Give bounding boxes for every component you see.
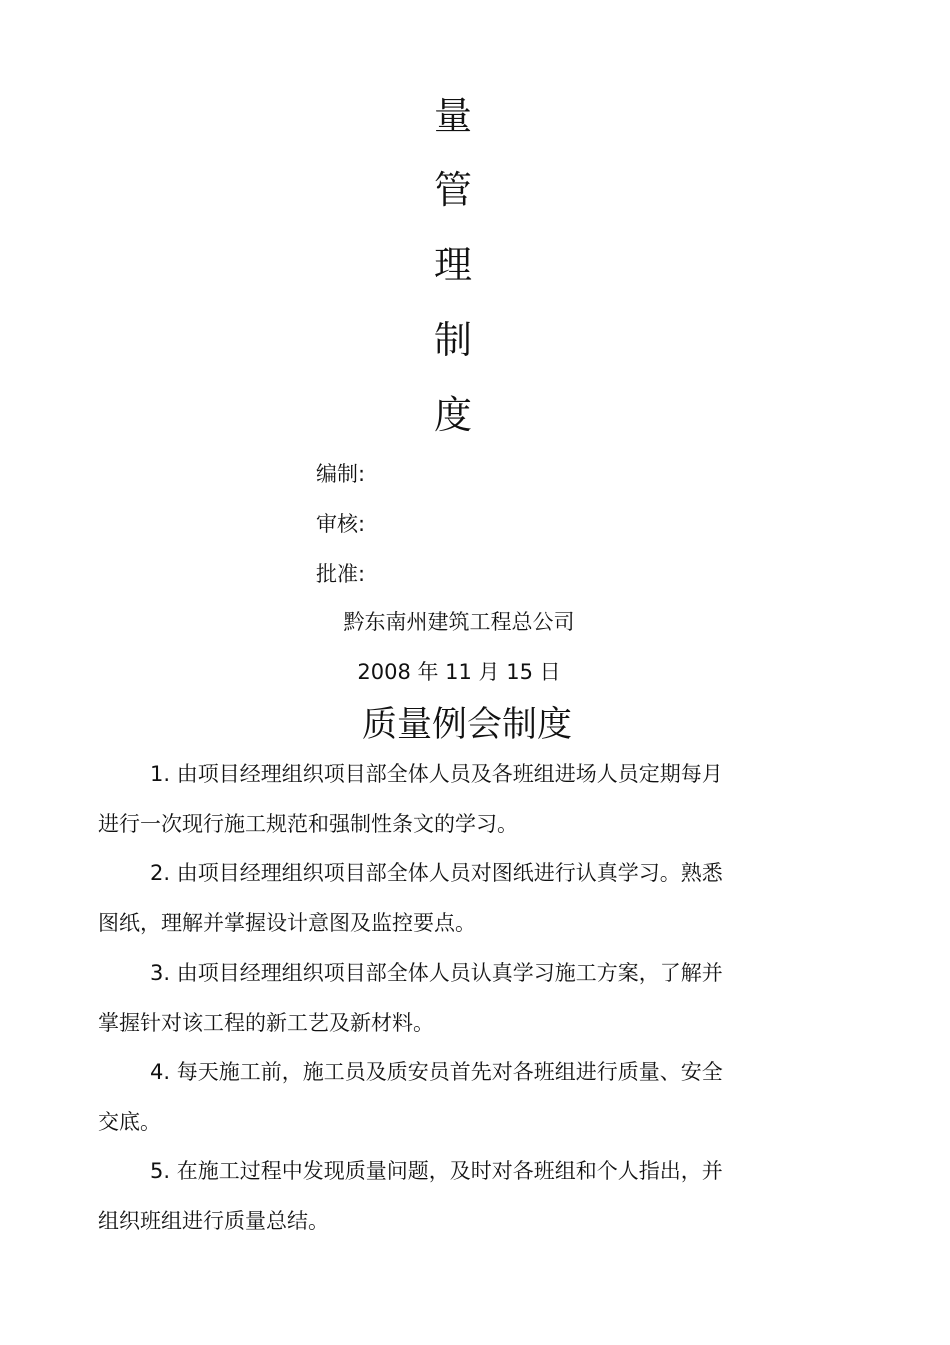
item-4-line-1: 4. 每天施工前，施工员及质安员首先对各班组进行质量、安全 [150,1060,723,1084]
item-3-line-1: 3. 由项目经理组织项目部全体人员认真学习施工方案，了解并 [150,961,723,985]
item-2-line-2: 图纸，理解并掌握设计意图及监控要点。 [98,911,476,935]
cover-title-char-4: 制 [433,318,472,362]
approved-by-label: 批准: [316,562,366,586]
cover-title-char-2: 管 [433,168,472,212]
compiled-by-label: 编制: [316,462,366,486]
document-date: 2008 年 11 月 15 日 [357,660,561,684]
item-1-line-1: 1. 由项目经理组织项目部全体人员及各班组进场人员定期每月 [150,762,723,786]
cover-title-char-3: 理 [433,243,472,287]
cover-title-char-1: 量 [433,94,472,138]
item-2-line-1: 2. 由项目经理组织项目部全体人员对图纸进行认真学习。熟悉 [150,861,723,885]
item-3-line-2: 掌握针对该工程的新工艺及新材料。 [98,1011,434,1035]
company-name: 黔东南州建筑工程总公司 [343,610,575,634]
item-5-line-2: 组织班组进行质量总结。 [98,1209,329,1233]
item-4-line-2: 交底。 [98,1110,161,1134]
item-5-line-1: 5. 在施工过程中发现质量问题，及时对各班组和个人指出，并 [150,1159,723,1183]
section-title: 质量例会制度 [361,705,572,745]
cover-title-char-5: 度 [433,393,472,437]
item-1-line-2: 进行一次现行施工规范和强制性条文的学习。 [98,812,518,836]
reviewed-by-label: 审核: [316,512,366,536]
